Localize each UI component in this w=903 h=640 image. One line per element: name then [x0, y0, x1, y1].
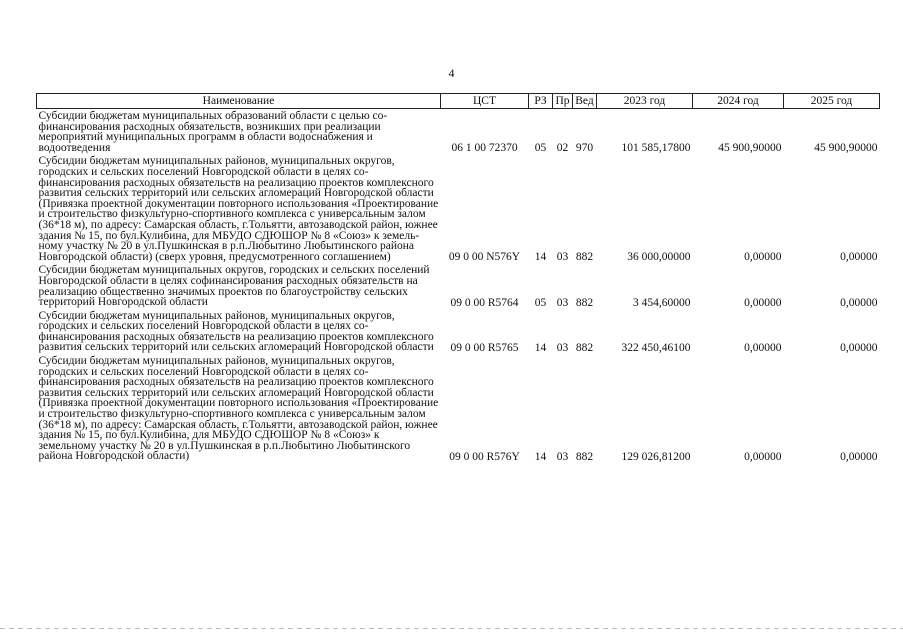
row-name: Субсидии бюджетам муниципальных образований области с целью софинансирования расходных обязательств, возникших при реализации мероприятий муниципальных программ в области водоснабжения и водоотведения: [38, 110, 388, 154]
row-pr: 03: [556, 296, 569, 309]
row-ved: 882: [575, 251, 594, 264]
row-cst: 09 0 00 R5764: [450, 296, 519, 309]
row-rz: 05: [534, 296, 547, 309]
footer-divider: [0, 628, 903, 629]
header-name: Наименование: [37, 94, 441, 109]
row-2025: 0,00000: [840, 296, 878, 309]
row-2023: 3 454,60000: [633, 296, 691, 309]
row-name: Субсидии бюджетам муниципальных районов, муниципальных округов, городских и сельских поселений Новгородской области в целях софинансирования расходных обязательств на реализацию проектов комплексного развития сельских территорий или сельских агломераций Новгородской области (Привязка проектной документации повторного использования «Проектирование и строительство физкультурно-спортивного комплекса с универсальным залом (36*18 м), по адресу: Самарская область, г.Тольятти, автозаводской район, южнее здания № 15, по бул.Кулибина, для МБУДО СДЮШОР № 8 «Союз» к земельному участку № 20 в ул.Пушкинская в р.п.Любытино Любытинского района Новгородской области) (сверх уровня, предусмотренного соглашением): [38, 155, 439, 263]
header-rz: РЗ: [529, 94, 553, 109]
row-2024: 0,00000: [744, 296, 782, 309]
row-2024: 0,00000: [744, 451, 782, 463]
table-row: [37, 309, 880, 354]
row-pr: 03: [556, 451, 569, 463]
table-row: [37, 154, 880, 263]
row-pr: 02: [556, 142, 569, 155]
row-2025: 0,00000: [840, 451, 878, 463]
row-ved: 882: [575, 342, 594, 355]
table-header-row: [37, 94, 880, 109]
row-pr: 03: [556, 342, 569, 355]
row-rz: 14: [534, 251, 547, 264]
row-ved: 970: [575, 142, 594, 155]
header-cst: ЦСТ: [441, 94, 529, 109]
row-rz: 05: [534, 142, 547, 155]
header-2024: 2024 год: [693, 94, 784, 109]
table-row: [37, 109, 880, 155]
row-2025: 45 900,90000: [814, 142, 878, 155]
row-cst: 09 0 00 N576Y: [448, 251, 521, 264]
row-name: Субсидии бюджетам муниципальных районов, муниципальных округов, городских и сельских поселений Новгородской области в целях софинансирования расходных обязательств на реализацию проектов комплексного развития сельских территорий или сельских агломераций Новгородской области (Привязка проектной документации повторного использования «Проектирование и строительство физкультурно-спортивного комплекса с универсальным залом (36*18 м), по адресу: Самарская область, г.Тольятти, автозаводской район, южнее здания № 15, по бул.Кулибина, для МБУДО СДЮШОР № 8 «Союз» к земельному участку № 20 в ул.Пушкинская в р.п.Любытино Любытинского района Новгородской области): [38, 355, 439, 463]
row-cst: 09 0 00 R5765: [450, 342, 519, 355]
row-cst: 09 0 00 R576Y: [449, 451, 520, 463]
row-ved: 882: [575, 451, 594, 463]
row-2024: 45 900,90000: [718, 142, 782, 155]
table-row: [37, 354, 880, 463]
header-2025: 2025 год: [784, 94, 880, 109]
row-2023: 322 450,46100: [621, 342, 691, 355]
row-cst: 06 1 00 72370: [451, 142, 518, 155]
row-pr: 03: [556, 251, 569, 264]
page-number: 4: [448, 66, 455, 80]
header-pr: Пр: [553, 94, 573, 109]
table-row: [37, 263, 880, 308]
row-2024: 0,00000: [744, 251, 782, 264]
row-2025: 0,00000: [840, 251, 878, 264]
header-2023: 2023 год: [597, 94, 693, 109]
row-rz: 14: [534, 451, 547, 463]
row-name: Субсидии бюджетам муниципальных округов, городских и сельских поселений Новгородской области в целях софинансирования расходных обязательств на реализацию общественно значимых проектов по благоустройству сельских территорий Новгородской области: [38, 264, 430, 309]
budget-table: [36, 93, 880, 463]
row-2024: 0,00000: [744, 342, 782, 355]
row-2023: 101 585,17800: [621, 142, 691, 155]
row-ved: 882: [575, 296, 594, 309]
row-2023: 36 000,00000: [627, 251, 691, 264]
row-2023: 129 026,81200: [621, 451, 691, 463]
row-name: Субсидии бюджетам муниципальных районов, муниципальных округов, городских и сельских поселений Новгородской области в целях софинансирования расходных обязательств на реализацию проектов комплексного развития сельских территорий или сельских агломераций Новгородской области: [38, 309, 434, 354]
row-2025: 0,00000: [840, 342, 878, 355]
row-rz: 14: [534, 342, 547, 355]
header-ved: Вед: [573, 94, 597, 109]
